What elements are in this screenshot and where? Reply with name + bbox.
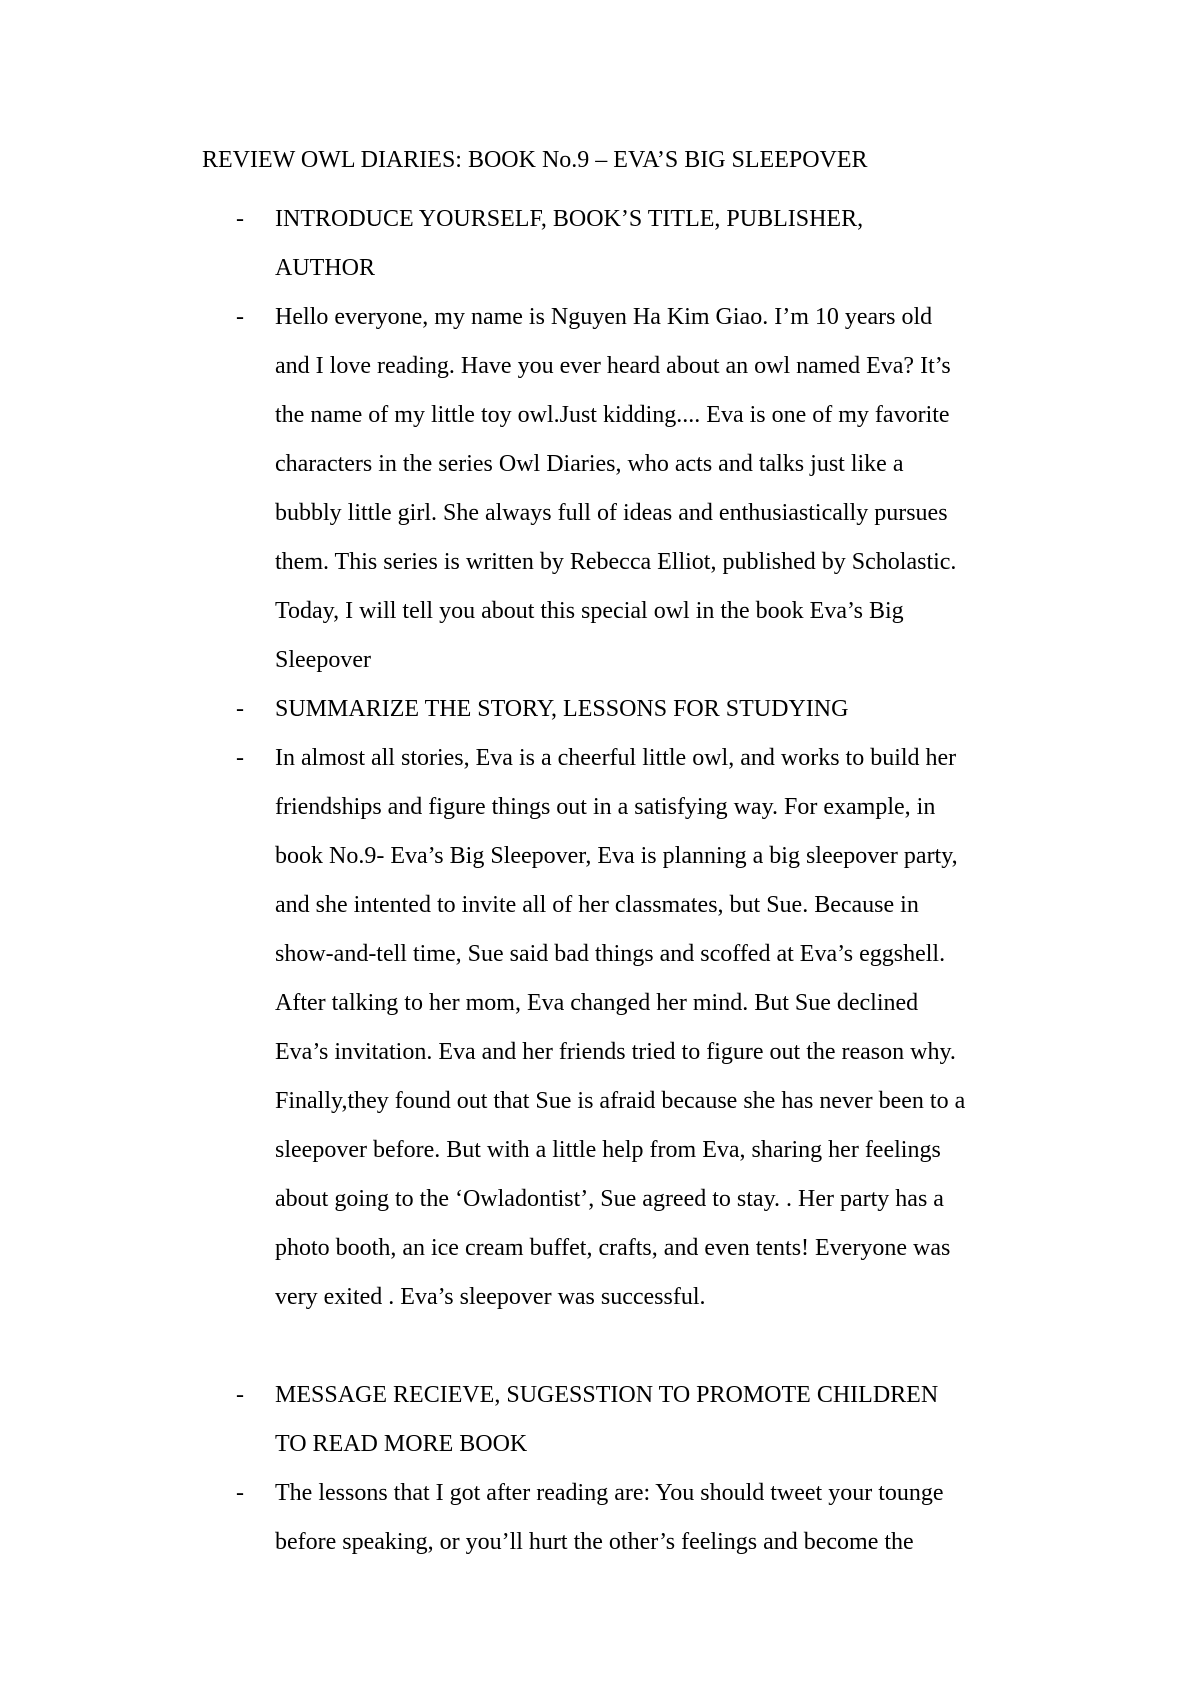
text-line: TO READ MORE BOOK bbox=[275, 1431, 528, 1457]
text-line: characters in the series Owl Diaries, who acts and talks just like a bbox=[275, 451, 904, 477]
text-line: AUTHOR bbox=[275, 255, 375, 281]
list-item-intro-heading bbox=[202, 195, 1102, 293]
bullet-dash: - bbox=[236, 1382, 244, 1408]
list-item-summary-text bbox=[202, 734, 1102, 1322]
text-line: and she intented to invite all of her classmates, but Sue. Because in bbox=[275, 892, 919, 918]
text-line: INTRODUCE YOURSELF, BOOK’S TITLE, PUBLISHER, bbox=[275, 206, 864, 232]
text-line: Today, I will tell you about this special owl in the book Eva’s Big bbox=[275, 598, 904, 624]
list-item-message-heading bbox=[202, 1371, 1102, 1469]
text-line: photo booth, an ice cream buffet, crafts, and even tents! Everyone was bbox=[275, 1235, 951, 1261]
text-line: The lessons that I got after reading are: You should tweet your tounge bbox=[275, 1480, 944, 1506]
document-title: REVIEW OWL DIARIES: BOOK No.9 – EVA’S BIG SLEEPOVER bbox=[202, 147, 868, 173]
text-line: bubbly little girl. She always full of ideas and enthusiastically pursues bbox=[275, 500, 948, 526]
text-line: SUMMARIZE THE STORY, LESSONS FOR STUDYING bbox=[275, 696, 849, 722]
bullet-list bbox=[202, 195, 1102, 1567]
text-line: Sleepover bbox=[275, 647, 371, 673]
text-line: Finally,they found out that Sue is afraid because she has never been to a bbox=[275, 1088, 966, 1114]
text-line: In almost all stories, Eva is a cheerful little owl, and works to build her bbox=[275, 745, 957, 771]
text-line: friendships and figure things out in a satisfying way. For example, in bbox=[275, 794, 936, 820]
text-line: before speaking, or you’ll hurt the other’s feelings and become the bbox=[275, 1529, 914, 1555]
text-line: MESSAGE RECIEVE, SUGESSTION TO PROMOTE CHILDREN bbox=[275, 1382, 939, 1408]
text-line: book No.9- Eva’s Big Sleepover, Eva is planning a big sleepover party, bbox=[275, 843, 958, 869]
text-line: very exited . Eva’s sleepover was successful. bbox=[275, 1284, 706, 1310]
text-line: Hello everyone, my name is Nguyen Ha Kim Giao. I’m 10 years old bbox=[275, 304, 933, 330]
text-line: show-and-tell time, Sue said bad things and scoffed at Eva’s eggshell. bbox=[275, 941, 946, 967]
list-item-summary-heading bbox=[202, 685, 1102, 734]
bullet-dash: - bbox=[236, 696, 244, 722]
text-line: them. This series is written by Rebecca Elliot, published by Scholastic. bbox=[275, 549, 957, 575]
text-line: After talking to her mom, Eva changed her mind. But Sue declined bbox=[275, 990, 919, 1016]
text-line: the name of my little toy owl.Just kidding.... Eva is one of my favorite bbox=[275, 402, 950, 428]
bullet-dash: - bbox=[236, 304, 244, 330]
bullet-dash: - bbox=[236, 1480, 244, 1506]
bullet-dash: - bbox=[236, 745, 244, 771]
text-line: about going to the ‘Owladontist’, Sue agreed to stay. . Her party has a bbox=[275, 1186, 944, 1212]
list-item-lessons-text bbox=[202, 1469, 1102, 1567]
text-line: sleepover before. But with a little help from Eva, sharing her feelings bbox=[275, 1137, 941, 1163]
list-item-intro-text bbox=[202, 293, 1102, 685]
text-line: Eva’s invitation. Eva and her friends tried to figure out the reason why. bbox=[275, 1039, 956, 1065]
bullet-dash: - bbox=[236, 206, 244, 232]
text-line: and I love reading. Have you ever heard about an owl named Eva? It’s bbox=[275, 353, 951, 379]
